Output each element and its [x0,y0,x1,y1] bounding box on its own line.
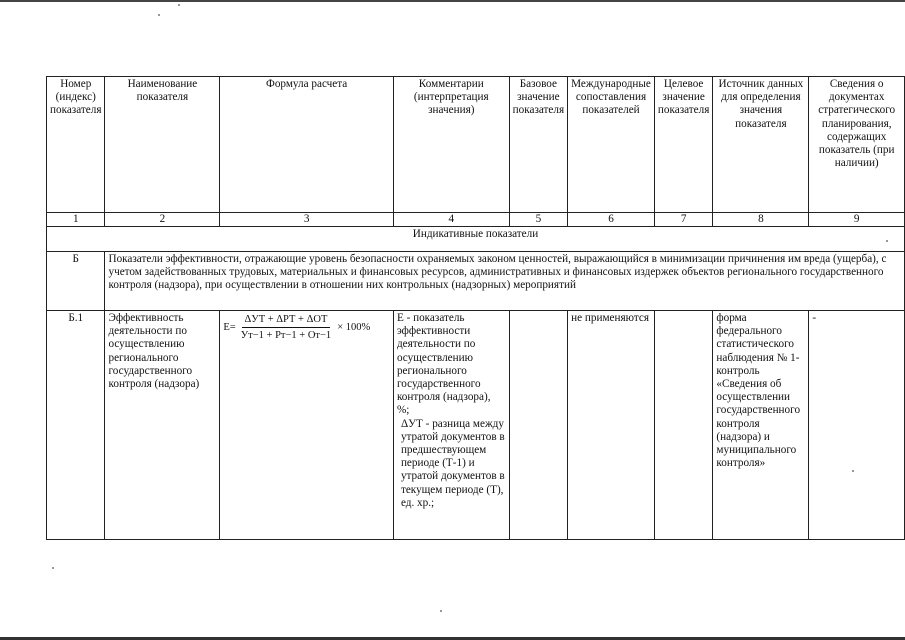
indicator-comment [393,311,509,540]
scan-speck [440,610,442,612]
header-base-value: Базовое значение показателя [509,77,567,213]
column-number: 5 [509,213,567,227]
column-number: 8 [713,213,809,227]
table-row [47,311,905,540]
header-formula: Формула расчета [220,77,394,213]
formula-fraction [238,313,334,342]
scan-speck [178,4,180,6]
column-number: 7 [654,213,713,227]
indicator-code: Б.1 [47,311,105,540]
indicator-documents: - [809,311,905,540]
comment-line: ΔУТ - разница между утратой документов в предшествующем периоде (Т-1) и утратой документов в текущем периоде (Т), ед. хр.; [400,417,505,509]
indicators-table [46,76,905,540]
formula-denominator: Ут−1 + Рт−1 + От−1 [240,330,332,342]
formula-multiplier: × 100% [337,322,371,334]
header-target-value: Целевое значение показателя [654,77,713,213]
section-title: Индикативные показатели [47,227,905,252]
scan-edge-top [0,0,905,2]
column-number: 9 [809,213,905,227]
group-description: Показатели эффективности, отражающие уровень безопасности охраняемых законом ценностей, выражающийся в минимизации причинения им вреда (ущерба), с учетом задействованных трудовых, материальных и финансовых ресурсов, административных и финансовых издержек объектов регионального государственного контроля (надзора), при осуществлении в отношении них контрольных (надзорных) мероприятий [105,252,905,311]
formula-expression [223,313,390,342]
column-number: 4 [393,213,509,227]
indicator-target-value [654,311,713,540]
group-code: Б [47,252,105,311]
comment-line: Е - показатель эффективности деятельности по осуществлению регионального государственного контроля (надзора), %; [396,312,491,417]
column-number: 2 [105,213,220,227]
indicator-formula [220,311,394,540]
indicator-international: не применяются [568,311,655,540]
column-number: 6 [568,213,655,227]
scan-speck [52,567,54,569]
header-comments: Комментарии (интерпретация значения) [393,77,509,213]
formula-numerator: ΔУТ + ΔРТ + ΔОТ [242,313,331,328]
header-documents: Сведения о документах стратегического планирования, содержащих показатель (при наличии) [809,77,905,213]
column-number: 1 [47,213,105,227]
header-name: Наименование показателя [105,77,220,213]
group-row [47,252,905,311]
formula-lhs: E= [223,322,236,334]
column-number: 3 [220,213,394,227]
header-index: Номер (индекс) показателя [47,77,105,213]
indicator-base-value [509,311,567,540]
section-row [47,227,905,252]
indicator-source: форма федерального статистического наблюдения № 1-контроль «Сведения об осуществлении государственного контроля (надзора) и муниципального контроля» [713,311,809,540]
column-numbers-row [47,213,905,227]
header-source: Источник данных для определения значения показателя [713,77,809,213]
scan-speck [158,14,160,16]
header-international: Международные сопоставления показателей [568,77,655,213]
header-row [47,77,905,213]
indicator-name: Эффективность деятельности по осуществлению регионального государственного контроля (надзора) [105,311,220,540]
